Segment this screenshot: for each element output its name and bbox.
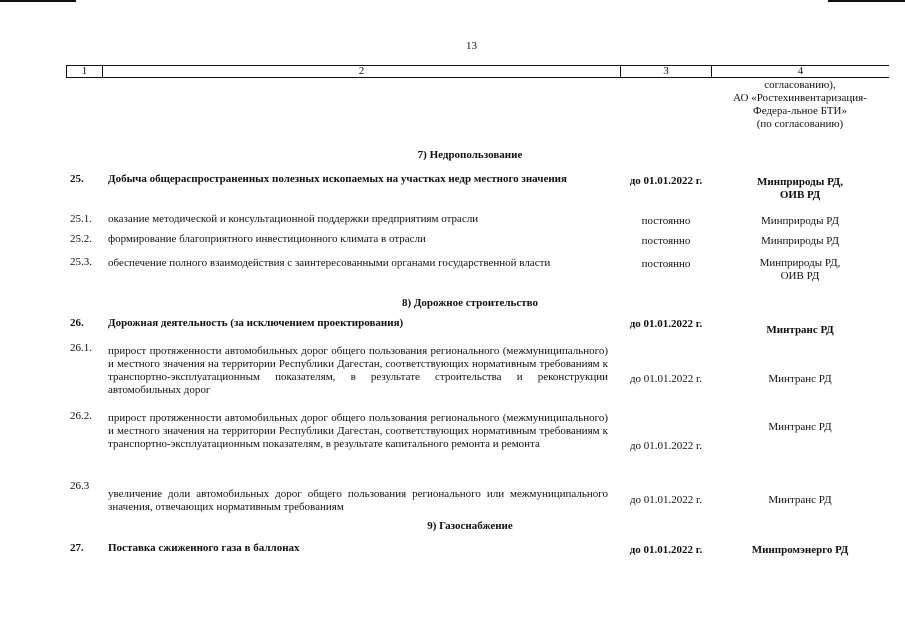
row-description: Добыча общераспространенных полезных ископаемых на участках недр местного значения [108,173,567,185]
row-responsible [712,235,888,248]
row-description: Дорожная деятельность (за исключением проектирования) [108,317,404,329]
section-heading: 7) Недропользование [417,149,523,161]
row-deadline: до 01.01.2022 г. [629,494,703,506]
carryover-responsible [712,79,888,131]
responsible-line: Минпромэнерго РД [751,544,849,556]
row-deadline: до 01.01.2022 г. [629,175,703,187]
row-deadline: до 01.01.2022 г. [629,544,703,556]
row-number: 26.1. [70,342,92,354]
row-deadline: постоянно [641,258,691,270]
row-number: 26. [70,317,84,329]
column-header-1: 1 [66,65,103,78]
responsible-line: Минприроды РД [760,235,840,247]
column-header-2: 2 [102,65,621,78]
carryover-line: (по согласованию) [756,117,844,130]
top-border-right [828,0,905,2]
row-description: формирование благоприятного инвестиционного климата в отрасли [108,233,426,245]
responsible-line: Минприроды РД, [759,257,841,269]
column-header-4: 4 [711,65,889,78]
row-description: оказание методической и консультационной поддержки предприятиям отрасли [108,213,479,225]
responsible-line: Минтранс РД [766,324,834,336]
row-deadline: постоянно [641,235,691,247]
row-description: Поставка сжиженного газа в баллонах [108,542,300,554]
row-number: 26.2. [70,410,92,422]
row-number: 26.3 [70,480,90,492]
carryover-line: согласованию), [764,79,836,91]
row-description: прирост протяженности автомобильных дорог общего пользования регионального (межмуниципального) и местного значения на территории Республики Дагестан, соответствующих нормативным требованиям к транспортно-эксплуатационным показателям, в результате капитального ремонта и ремонта [108,412,608,450]
row-deadline: постоянно [641,215,691,227]
top-border-left [0,0,76,2]
row-responsible [712,215,888,228]
row-responsible [712,176,888,202]
carryover-line: Федера-льное БТИ» [753,104,847,117]
row-deadline: до 01.01.2022 г. [629,373,703,385]
row-description: прирост протяженности автомобильных дорог общего пользования регионального (межмуниципального) и местного значения на территории Республики Дагестан, соответствующих нормативным требованиям к транспортно-эксплуатационным показателям, в результате строительства и реконструкции автомобильных дорог [108,345,608,396]
row-description: увеличение доли автомобильных дорог общего пользования регионального или межмуниципального значения, отвечающих нормативным требованиям [108,488,608,513]
header-divider [66,77,889,78]
row-responsible [712,421,888,434]
row-number: 25. [70,173,84,185]
responsible-line: Минтранс РД [768,421,832,433]
row-number: 27. [70,542,84,554]
row-number: 25.1. [70,213,92,225]
responsible-line: Минприроды РД, [757,176,843,188]
page-number: 13 [466,40,477,52]
row-number: 25.3. [70,256,92,268]
row-responsible [712,257,888,283]
row-responsible [712,324,888,337]
column-header-3: 3 [620,65,712,78]
section-heading: 9) Газоснабжение [427,520,513,532]
row-responsible [712,373,888,386]
responsible-line: Минтранс РД [768,373,832,385]
row-deadline: до 01.01.2022 г. [629,318,703,330]
carryover-line: АО «Ростехинвентаризация- [733,91,867,104]
responsible-line: ОИВ РД [780,269,820,282]
responsible-line: ОИВ РД [779,188,821,201]
row-description: обеспечение полного взаимодействия с заинтересованными органами государственной власти [108,257,551,269]
section-heading: 8) Дорожное строительство [401,297,539,309]
responsible-line: Минтранс РД [768,494,832,506]
row-responsible [712,494,888,507]
row-deadline: до 01.01.2022 г. [629,440,703,452]
row-number: 25.2. [70,233,92,245]
responsible-line: Минприроды РД [760,215,840,227]
row-responsible [712,544,888,557]
